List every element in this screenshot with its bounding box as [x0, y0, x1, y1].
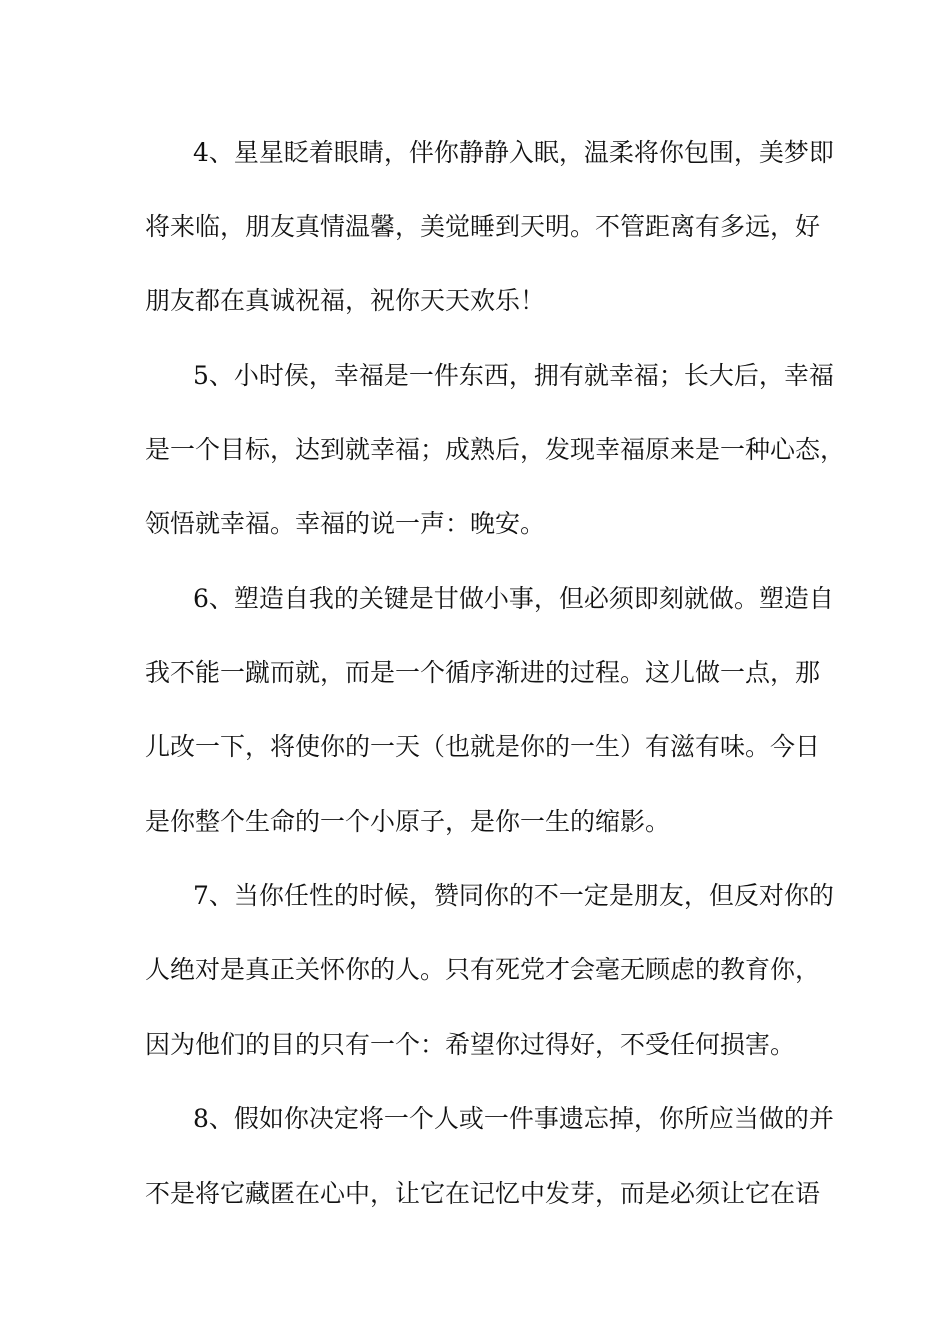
paragraph-5-line-2: 是一个目标，达到就幸福；成熟后，发现幸福原来是一种心态， — [145, 435, 846, 464]
paragraph-5-line-3: 领悟就幸福。幸福的说一声：晚安。 — [145, 509, 546, 538]
paragraph-7-line-3: 因为他们的目的只有一个：希望你过得好，不受任何损害。 — [145, 1030, 796, 1059]
paragraph-4-line-3: 朋友都在真诚祝福，祝你天天欢乐！ — [145, 286, 546, 315]
paragraph-6-line-4: 是你整个生命的一个小原子，是你一生的缩影。 — [145, 807, 671, 836]
paragraph-6-line-3: 儿改一下，将使你的一天（也就是你的一生）有滋有味。今日 — [145, 732, 821, 761]
paragraph-8-line-1: 8、假如你决定将一个人或一件事遗忘掉，你所应当做的并 — [193, 1104, 834, 1133]
paragraph-5-line-1: 5、小时侯，幸福是一件东西，拥有就幸福；长大后，幸福 — [193, 361, 834, 390]
paragraph-8-line-2: 不是将它藏匿在心中，让它在记忆中发芽，而是必须让它在语 — [145, 1179, 821, 1208]
paragraph-7-line-2: 人绝对是真正关怀你的人。只有死党才会毫无顾虑的教育你， — [145, 955, 821, 984]
paragraph-7-line-1: 7、当你任性的时候，赞同你的不一定是朋友，但反对你的 — [193, 881, 834, 910]
paragraph-4-line-2: 将来临，朋友真情温馨，美觉睡到天明。不管距离有多远，好 — [145, 212, 821, 241]
paragraph-4-line-1: 4、星星眨着眼睛，伴你静静入眠，温柔将你包围，美梦即 — [193, 138, 834, 167]
paragraph-6-line-1: 6、塑造自我的关键是甘做小事，但必须即刻就做。塑造自 — [193, 584, 834, 613]
paragraph-6-line-2: 我不能一蹴而就，而是一个循序渐进的过程。这儿做一点，那 — [145, 658, 821, 687]
